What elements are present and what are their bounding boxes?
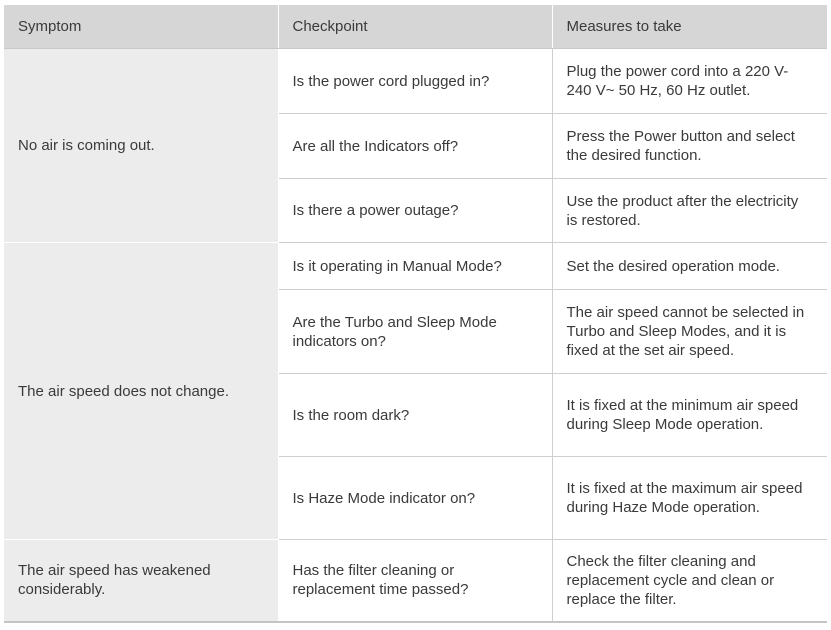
measure-cell: Press the Power button and select the desired function. [552, 114, 827, 179]
symptom-cell: The air speed does not change. [4, 243, 278, 540]
checkpoint-cell: Is the power cord plugged in? [278, 49, 552, 114]
symptom-cell: No air is coming out. [4, 49, 278, 243]
checkpoint-cell: Is the room dark? [278, 374, 552, 457]
measure-cell: Check the filter cleaning and replacement cycle and clean or replace the filter. [552, 540, 827, 622]
checkpoint-cell: Has the filter cleaning or replacement time passed? [278, 540, 552, 622]
header-measures: Measures to take [552, 5, 827, 49]
troubleshooting-table [4, 5, 827, 623]
measure-cell: The air speed cannot be selected in Turbo and Sleep Modes, and it is fixed at the set air speed. [552, 290, 827, 374]
measure-cell: It is fixed at the maximum air speed during Haze Mode operation. [552, 457, 827, 540]
symptom-cell: The air speed has weakened considerably. [4, 540, 278, 622]
table-row [4, 49, 827, 114]
measure-cell: It is fixed at the minimum air speed during Sleep Mode operation. [552, 374, 827, 457]
checkpoint-cell: Are the Turbo and Sleep Mode indicators on? [278, 290, 552, 374]
checkpoint-cell: Is it operating in Manual Mode? [278, 243, 552, 290]
checkpoint-cell: Is Haze Mode indicator on? [278, 457, 552, 540]
table-row [4, 540, 827, 622]
measure-cell: Set the desired operation mode. [552, 243, 827, 290]
table-row [4, 243, 827, 290]
measure-cell: Plug the power cord into a 220 V-240 V~ 50 Hz, 60 Hz outlet. [552, 49, 827, 114]
checkpoint-cell: Are all the Indicators off? [278, 114, 552, 179]
header-checkpoint: Checkpoint [278, 5, 552, 49]
measure-cell: Use the product after the electricity is restored. [552, 179, 827, 243]
troubleshooting-table-container [4, 5, 827, 623]
table-header-row [4, 5, 827, 49]
header-symptom: Symptom [4, 5, 278, 49]
checkpoint-cell: Is there a power outage? [278, 179, 552, 243]
